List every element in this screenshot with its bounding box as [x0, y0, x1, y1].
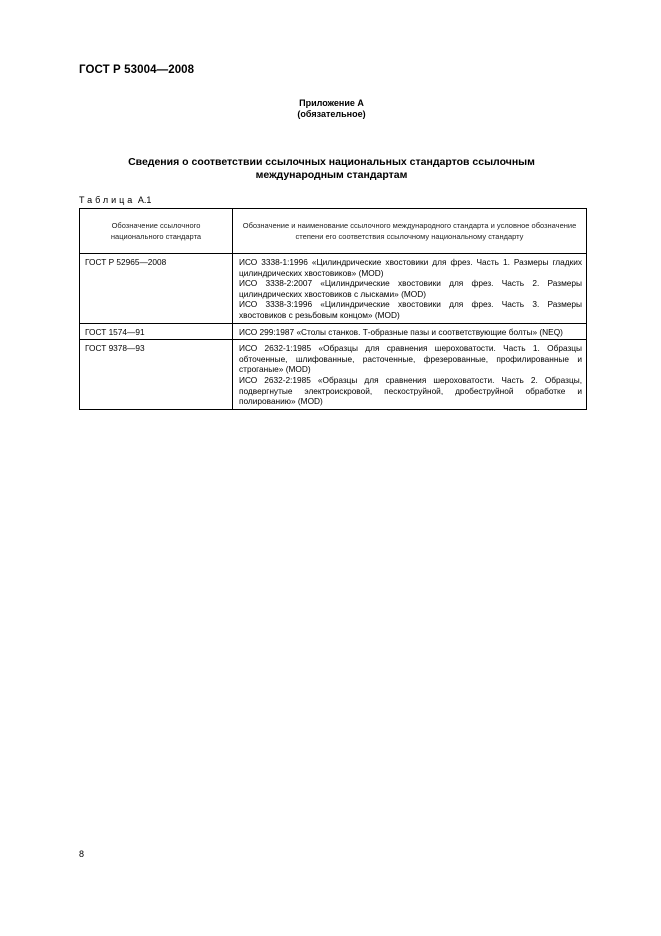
national-standard-cell: ГОСТ 1574—91 — [80, 323, 233, 340]
section-title-line-2: международным стандартам — [255, 169, 408, 181]
international-standard-cell — [233, 323, 587, 340]
document-code: ГОСТ Р 53004—2008 — [79, 64, 195, 76]
international-entry: ИСО 3338-1:1996 «Цилиндрические хвостовики для фрез. Часть 1. Размеры гладких цилиндрических хвостовиков» (MOD) — [239, 257, 582, 278]
table-caption-word: Таблица — [79, 195, 136, 205]
international-entry: ИСО 299:1987 «Столы станков. Т-образные пазы и соответствующие болты» (NEQ) — [239, 326, 563, 337]
international-entry: ИСО 3338-3:1996 «Цилиндрические хвостовики для фрез. Часть 3. Размеры хвостовиков с резьбовым концом» (MOD) — [239, 299, 582, 320]
table-row — [80, 323, 587, 340]
international-standard-cell — [233, 254, 587, 324]
header-national-standard: Обозначение ссылочного национального стандарта — [80, 209, 233, 254]
table-header-row — [80, 209, 587, 254]
international-entry: ИСО 2632-2:1985 «Образцы для сравнения шероховатости. Часть 2. Образцы, подвергнутые электроискровой, пескоструйной, дробеструйной обработке и полированию» (MOD) — [239, 374, 582, 407]
section-title — [79, 156, 584, 182]
national-standard-cell: ГОСТ 9378—93 — [80, 340, 233, 410]
international-entry: ИСО 2632-1:1985 «Образцы для сравнения шероховатости. Часть 1. Образцы обточенные, шлифованные, расточенные, фрезерованные, профилированные и строганые» (MOD) — [239, 343, 582, 375]
table-caption-number: А.1 — [137, 195, 152, 205]
annex-heading — [79, 98, 584, 120]
header-international-standard: Обозначение и наименование ссылочного международного стандарта и условное обозначение степени его соответствия ссылочному национальному стандарту — [233, 209, 587, 254]
reference-standards-table — [79, 208, 587, 410]
annex-status: (обязательное) — [297, 109, 366, 119]
annex-title: Приложение А — [299, 98, 364, 108]
page-number: 8 — [79, 849, 85, 859]
national-standard-cell: ГОСТ Р 52965—2008 — [80, 254, 233, 324]
table-caption — [79, 195, 151, 205]
international-standard-cell — [233, 340, 587, 410]
section-title-line-1: Сведения о соответствии ссылочных национальных стандартов ссылочным — [128, 156, 535, 168]
international-entry: ИСО 3338-2:2007 «Цилиндрические хвостовики для фрез. Часть 2. Размеры цилиндрических хвостовиков с лысками» (MOD) — [239, 278, 582, 299]
table-row — [80, 254, 587, 324]
table-row — [80, 340, 587, 410]
